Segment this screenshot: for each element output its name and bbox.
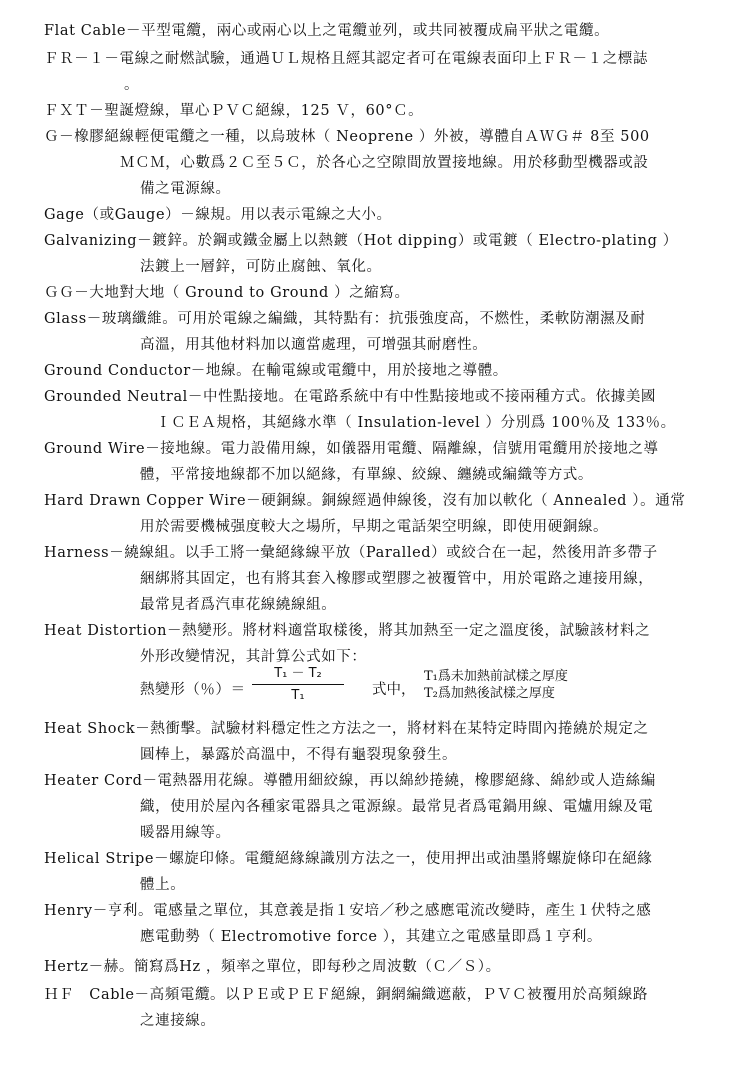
formula-where-label: 式中，	[372, 682, 416, 698]
entry-line: Ground Wire－接地線。電力設備用線，如儀器用電纜、隔離線，信號用電纜用於接地之導	[44, 441, 659, 457]
formula-definitions	[424, 668, 568, 702]
entry-harness	[44, 540, 704, 618]
entry-line: Harness－繞線組。以手工將一彙絕緣線平放（Paralled）或絞合在一起，然後用許多帶子	[44, 545, 658, 561]
entry-line: Ground Conductor－地線。在輸電線或電纜中，用於接地之導體。	[44, 363, 508, 379]
entry-line: 之連接線。	[140, 1013, 216, 1029]
entry-line: 體，平常接地線都不加以絕緣，有單線、絞線、纏繞或編織等方式。	[140, 467, 593, 483]
entry-line: 備之電源線。	[140, 181, 231, 197]
entry-line: ＨＦ Cable－高頻電纜。以ＰＥ或ＰＥＦ絕線，銅網編織遮蔽，ＰＶＣ被覆用於高頻線路	[44, 987, 648, 1003]
entry-line: 高溫，用其他材料加以適當處理，可增强其耐磨性。	[140, 337, 488, 353]
entry-line: Heat Shock－熱衝擊。試驗材料穩定性之方法之一，將材料在某特定時間內捲繞於規定之	[44, 721, 649, 737]
entry-line: ＦＲ－１－電線之耐燃試驗，通過ＵＬ規格且經其認定者可在電線表面印上ＦＲ－１之標誌	[44, 51, 648, 67]
formula-fraction	[252, 664, 344, 707]
entry-line: Galvanizing－鍍鋅。於鋼或鐵金屬上以熱鍍（Hot dipping）或電鍍（ Electro-plating ）	[44, 233, 678, 249]
entry-grounded-neutral	[44, 384, 704, 436]
formula-denominator: T₁	[291, 688, 305, 703]
entry-henry	[44, 898, 704, 950]
entry-line: ＦＸＴ－聖誕燈線，單心ＰＶＣ絕線，125 Ｖ，60°Ｃ。	[44, 103, 424, 119]
entry-hf-cable	[44, 982, 704, 1034]
entry-line: Hard Drawn Copper Wire－硬銅線。銅線經過伸線後，沒有加以軟化（ Annealed ）。通常	[44, 493, 686, 509]
entry-line: 體上。	[140, 877, 186, 893]
entry-line: Heat Distortion－熱變形。將材料適當取樣後，將其加熱至一定之溫度後，試驗該材料之	[44, 623, 651, 639]
entry-line: 暖器用線等。	[140, 825, 231, 841]
entry-flat-cable	[44, 18, 704, 44]
entry-line: Ｇ－橡膠絕線輕便電纜之一種，以烏玻林（ Neoprene ）外被，導體自ＡＷＧ＃ 8至 500	[44, 129, 650, 145]
entry-gage	[44, 202, 704, 228]
entry-line: 圓棒上，暴露於高溫中，不得有龜裂現象發生。	[140, 747, 458, 763]
entry-helical-stripe	[44, 846, 704, 898]
entry-gg	[44, 280, 704, 306]
entry-line: 應電動勢（ Electromotive force ），其建立之電感量即爲１亨利。	[140, 929, 603, 945]
entry-line: 最常見者爲汽車花線繞線組。	[140, 597, 337, 613]
entry-heat-distortion	[44, 618, 704, 670]
entry-line: 法鍍上一層鋅，可防止腐蝕、氧化。	[140, 259, 382, 275]
entry-line: 外形改變情況，其計算公式如下：	[140, 649, 367, 665]
formula-lhs: 熱變形（％）＝	[140, 682, 246, 698]
heat-distortion-formula	[140, 664, 700, 712]
entry-line: 綑綁將其固定，也有將其套入橡膠或塑膠之被覆管中，用於電路之連接用線，	[140, 571, 654, 587]
entry-line: Helical Stripe－螺旋印條。電纜絕緣線識別方法之一，使用押出或油墨將螺旋條印在絕緣	[44, 851, 653, 867]
entry-heater-cord	[44, 768, 704, 846]
entry-line: Henry－亨利。電感量之單位，其意義是指１安培／秒之感應電流改變時，產生１伏特之感	[44, 903, 652, 919]
entry-g	[44, 124, 704, 202]
entry-line: ＩＣＥＡ規格，其絕緣水準（ Insulation-level ）分別爲 100％及 133％。	[156, 415, 676, 431]
entry-line: 用於需要機械强度較大之場所，早期之電話架空明線，即使用硬銅線。	[140, 519, 609, 535]
entry-line: Grounded Neutral－中性點接地。在電路系統中有中性點接地或不接兩種方式。依據美國	[44, 389, 657, 405]
formula-numerator: T₁ － T₂	[252, 664, 344, 685]
entry-hard-drawn-copper-wire	[44, 488, 704, 540]
entry-glass	[44, 306, 704, 358]
entry-line: ＧＧ－大地對大地（ Ground to Ground ）之縮寫。	[44, 285, 410, 301]
entry-line: Hertz－赫。簡寫爲Hz ，頻率之單位，即每秒之周波數（Ｃ／Ｓ）。	[44, 959, 501, 975]
entry-hertz	[44, 954, 704, 980]
entry-line: 。	[124, 77, 140, 93]
entry-line: Glass－玻璃纖維。可用於電線之編織，其特點有：抗張強度高，不燃性，柔軟防潮濕及耐	[44, 311, 646, 327]
formula-def-t1: T₁爲未加熱前試樣之厚度	[424, 669, 568, 684]
formula-def-t2: T₂爲加熱後試樣之厚度	[424, 686, 555, 701]
entry-fr-1	[44, 46, 704, 98]
entry-line: Heater Cord－電熱器用花線。導體用細絞線，再以綿紗捲繞，橡膠絕緣、綿紗或人造絲編	[44, 773, 656, 789]
entry-heat-shock	[44, 716, 704, 768]
entry-line: ＭＣＭ，心數爲２Ｃ至５Ｃ，於各心之空隙間放置接地線。用於移動型機器或設	[120, 155, 649, 171]
entry-fxt	[44, 98, 704, 124]
entry-line: Flat Cable－平型電纜，兩心或兩心以上之電纜並列，或共同被覆成扁平狀之電纜。	[44, 23, 610, 39]
entry-line: 織，使用於屋內各種家電器具之電源線。最常見者爲電鍋用線、電爐用線及電	[140, 799, 654, 815]
entry-line: Gage（或Gauge）－線規。用以表示電線之大小。	[44, 207, 392, 223]
entry-galvanizing	[44, 228, 704, 280]
entry-ground-wire	[44, 436, 704, 488]
entry-ground-conductor	[44, 358, 704, 384]
